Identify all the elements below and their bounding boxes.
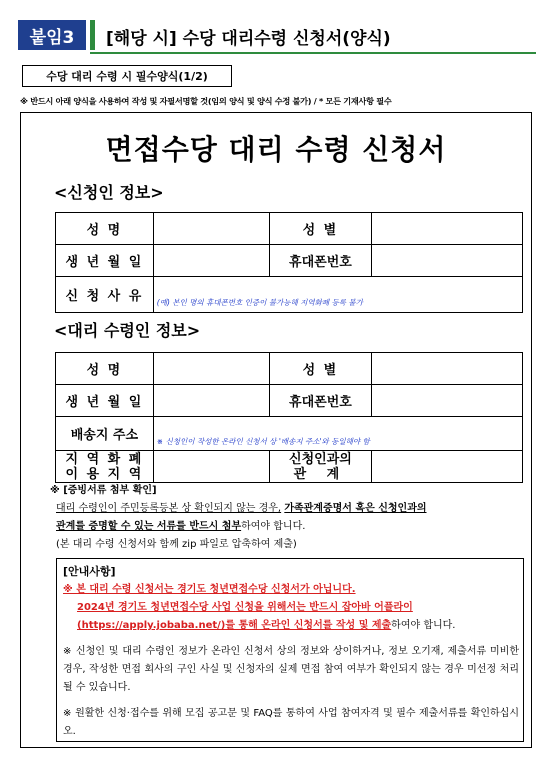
guide-p1-line3	[63, 617, 519, 635]
header-underline	[90, 52, 536, 54]
proxy-gender-field[interactable]	[372, 353, 523, 385]
applicant-reason-hint: (예) 본인 명의 휴대폰번호 인증이 불가능해 지역화폐 등록 불가	[156, 298, 363, 307]
applicant-gender-label: 성 별	[269, 213, 372, 245]
proxy-row-birth	[56, 385, 523, 417]
proof-title: ※ [증빙서류 첨부 확인]	[50, 485, 157, 496]
proxy-relation-label-line2: 관 계	[293, 466, 348, 482]
guide-p1-link[interactable]: (https://apply.jobaba.net/)를 통해 온라인 신청서를 작성 및 제출	[77, 620, 392, 631]
applicant-gender-field[interactable]	[372, 213, 523, 245]
proxy-address-label: 배송지 주소	[56, 417, 154, 451]
proxy-address-field[interactable]	[153, 417, 522, 451]
proxy-region-label-line1: 지 역 화 폐	[65, 451, 144, 467]
page-title: [해당 시] 수당 대리수령 신청서(양식)	[106, 29, 391, 49]
notice-text: ※ 반드시 아래 양식을 사용하여 작성 및 자필서명할 것(임의 양식 및 양식 수정 불가) / * 모든 기재사항 필수	[20, 96, 392, 106]
applicant-phone-field[interactable]	[372, 245, 523, 277]
guide-title: [안내사항]	[63, 565, 116, 578]
proof-line-1	[56, 500, 526, 518]
applicant-birth-label: 생 년 월 일	[56, 245, 154, 277]
proxy-row-region	[56, 451, 523, 483]
proxy-section-title: <대리 수령인 정보>	[54, 321, 201, 340]
applicant-row-birth	[56, 245, 523, 277]
applicant-section-title: <신청인 정보>	[54, 183, 164, 202]
proxy-row-name	[56, 353, 523, 385]
proxy-relation-label	[269, 451, 372, 483]
guide-p1-red2: 2024년 경기도 청년면접수당 사업 신청을 위해서는 반드시 잡아바 어플라이	[77, 602, 413, 613]
guide-box	[56, 558, 524, 742]
applicant-reason-field[interactable]	[153, 277, 522, 313]
applicant-row-reason	[56, 277, 523, 313]
proxy-address-hint: ※ 신청인이 작성한 온라인 신청서 상 '배송지 주소'와 동일해야 함	[156, 437, 370, 446]
proxy-table	[55, 352, 523, 483]
guide-paragraph-1	[63, 581, 519, 635]
proxy-region-field[interactable]	[153, 451, 269, 483]
proxy-region-label-line2: 이 용 지 역	[65, 466, 144, 482]
proxy-name-label: 성 명	[56, 353, 154, 385]
tag-divider	[90, 20, 95, 50]
applicant-table	[55, 212, 523, 313]
form-title: 면접수당 대리 수령 신청서	[105, 133, 447, 166]
proxy-row-address	[56, 417, 523, 451]
proof-section	[50, 482, 526, 554]
form-subtitle: 수당 대리 수령 시 필수양식(1/2)	[22, 65, 232, 87]
proof-line-3: (본 대리 수령 신청서와 함께 zip 파일로 압축하여 제출)	[56, 539, 297, 550]
header	[18, 18, 536, 52]
proxy-region-label	[56, 451, 154, 483]
guide-paragraph-2: ※ 신청인 및 대리 수령인 정보가 온라인 신청서 상의 정보와 상이하거나, 정보 오기재, 제출서류 미비한 경우, 작성한 면접 회사의 구인 사실 및 신청자의 실제 면접 참여 여부가 확인되지 않는 경우 미선정 처리 될 수 있습니다.	[63, 646, 519, 693]
proof-line-2c: 하여야 합니다.	[241, 521, 306, 532]
proof-line-1a: 대리 수령인이 주민등록등본 상 확인되지 않는 경우,	[56, 503, 282, 514]
proof-line-1b: 가족관계증명서 혹은 신청인과의	[284, 503, 427, 514]
applicant-name-label: 성 명	[56, 213, 154, 245]
applicant-reason-label: 신 청 사 유	[56, 277, 154, 313]
guide-paragraph-3: ※ 원활한 신청·접수를 위해 모집 공고문 및 FAQ를 통하여 사업 참여자격 및 필수 제출서류를 확인하십시오.	[63, 708, 519, 737]
attachment-tag: 붙임3	[18, 20, 86, 50]
proof-line-2b: 관계를 증명할 수 있는 서류를 반드시 첨부	[56, 521, 242, 532]
proof-line-2	[56, 518, 526, 536]
proxy-relation-field[interactable]	[372, 451, 523, 483]
proxy-phone-field[interactable]	[372, 385, 523, 417]
applicant-birth-field[interactable]	[153, 245, 269, 277]
proxy-relation-label-line1: 신청인과의	[289, 451, 352, 467]
guide-p1-tail: 하여야 합니다.	[391, 620, 456, 631]
proxy-name-field[interactable]	[153, 353, 269, 385]
proxy-gender-label: 성 별	[269, 353, 372, 385]
applicant-phone-label: 휴대폰번호	[269, 245, 372, 277]
proxy-birth-label: 생 년 월 일	[56, 385, 154, 417]
guide-p1-line2	[63, 599, 519, 617]
proxy-phone-label: 휴대폰번호	[269, 385, 372, 417]
guide-p1-line1: ※ 본 대리 수령 신청서는 경기도 청년면접수당 신청서가 아닙니다.	[63, 584, 356, 595]
proxy-birth-field[interactable]	[153, 385, 269, 417]
applicant-name-field[interactable]	[153, 213, 269, 245]
applicant-row-name	[56, 213, 523, 245]
